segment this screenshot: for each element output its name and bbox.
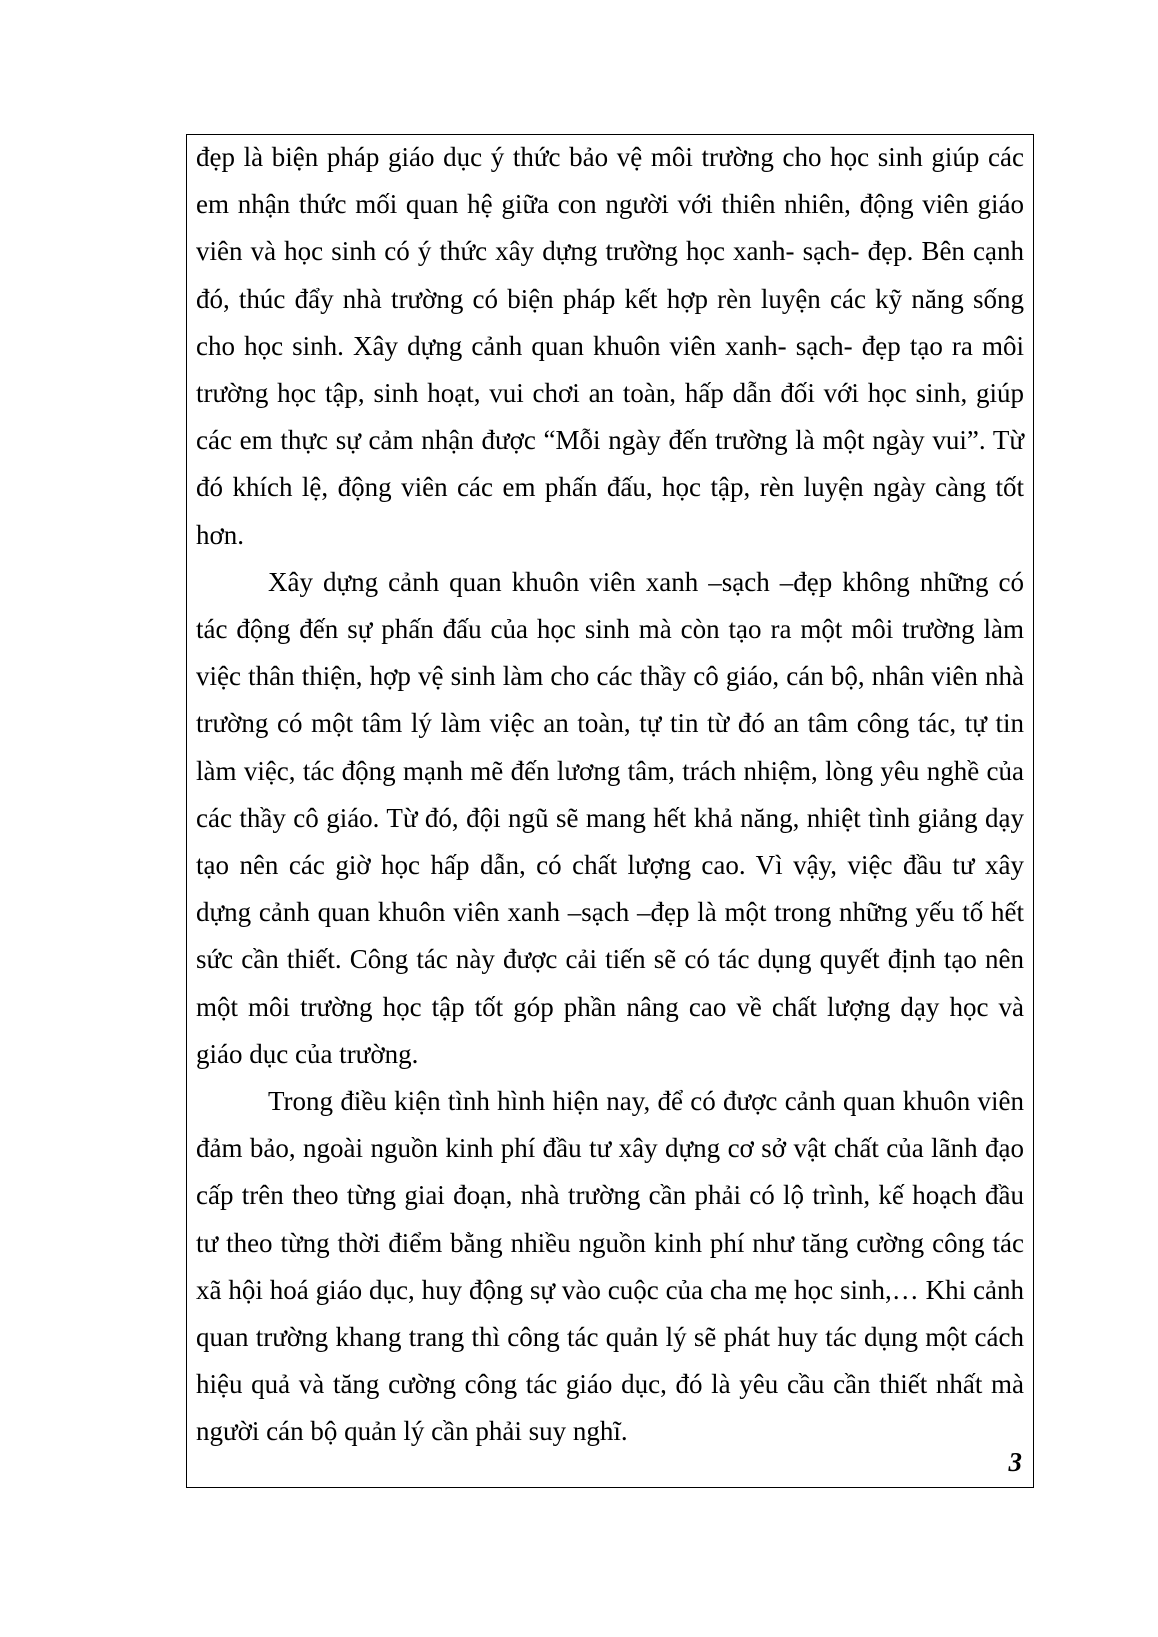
- paragraph-1: đẹp là biện pháp giáo dục ý thức bảo vệ môi trường cho học sinh giúp các em nhận thức mối quan hệ giữa con người với thiên nhiên, động viên giáo viên và học sinh có ý thức xây dựng trường học xanh- sạch- đẹp. Bên cạnh đó, thúc đẩy nhà trường có biện pháp kết hợp rèn luyện các kỹ năng sống cho học sinh. Xây dựng cảnh quan khuôn viên xanh- sạch- đẹp tạo ra môi trường học tập, sinh hoạt, vui chơi an toàn, hấp dẫn đối với học sinh, giúp các em thực sự cảm nhận được “Mỗi ngày đến trường là một ngày vui”. Từ đó khích lệ, động viên các em phấn đấu, học tập, rèn luyện ngày càng tốt hơn.: [196, 142, 1024, 550]
- paragraph-3: Trong điều kiện tình hình hiện nay, để có được cảnh quan khuôn viên đảm bảo, ngoài nguồn kinh phí đầu tư xây dựng cơ sở vật chất của lãnh đạo cấp trên theo từng giai đoạn, nhà trường cần phải có lộ trình, kế hoạch đầu tư theo từng thời điểm bằng nhiều nguồn kinh phí như tăng cường công tác xã hội hoá giáo dục, huy động sự vào cuộc của cha mẹ học sinh,… Khi cảnh quan trường khang trang thì công tác quản lý sẽ phát huy tác dụng một cách hiệu quả và tăng cường công tác giáo dục, đó là yêu cầu cần thiết nhất mà người cán bộ quản lý cần phải suy nghĩ.: [196, 1086, 1024, 1447]
- paragraph-2: Xây dựng cảnh quan khuôn viên xanh –sạch –đẹp không những có tác động đến sự phấn đấu của học sinh mà còn tạo ra một môi trường làm việc thân thiện, hợp vệ sinh làm cho các thầy cô giáo, cán bộ, nhân viên nhà trường có một tâm lý làm việc an toàn, tự tin từ đó an tâm công tác, tự tin làm việc, tác động mạnh mẽ đến lương tâm, trách nhiệm, lòng yêu nghề của các thầy cô giáo. Từ đó, đội ngũ sẽ mang hết khả năng, nhiệt tình giảng dạy tạo nên các giờ học hấp dẫn, có chất lượng cao. Vì vậy, việc đầu tư xây dựng cảnh quan khuôn viên xanh –sạch –đẹp là một trong những yếu tố hết sức cần thiết. Công tác này được cải tiến sẽ có tác dụng quyết định tạo nên một môi trường học tập tốt góp phần nâng cao về chất lượng dạy học và giáo dục của trường.: [196, 566, 1024, 1069]
- page-number: 3: [1008, 1447, 1022, 1477]
- document-body: [196, 134, 1024, 1456]
